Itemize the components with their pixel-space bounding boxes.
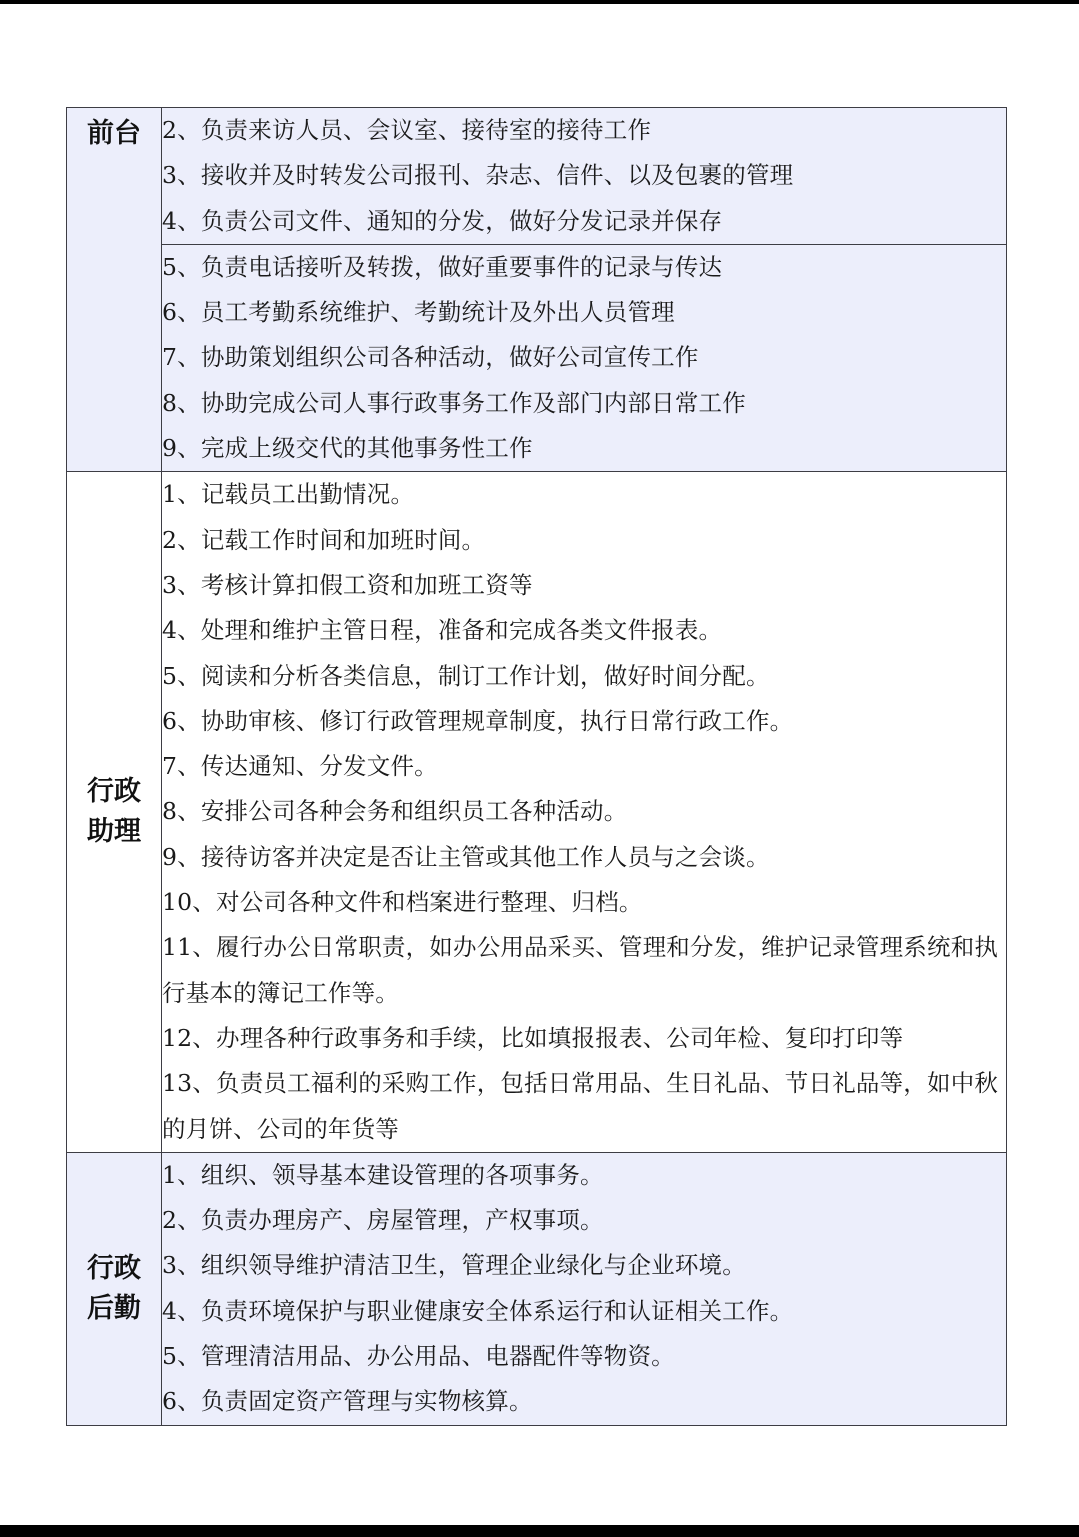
duties-cell	[162, 1152, 1007, 1425]
duties-cell	[162, 108, 1007, 245]
duty-item: 3、接收并及时转发公司报刊、杂志、信件、以及包裹的管理	[162, 161, 794, 190]
duty-item: 2、负责办理房产、房屋管理，产权事项。	[162, 1206, 604, 1235]
section-row-admin-logistics	[67, 1152, 1007, 1425]
duty-item: 2、记载工作时间和加班时间。	[162, 525, 486, 554]
role-label: 行政 后勤	[87, 1252, 141, 1324]
duty-item: 4、负责公司文件、通知的分发，做好分发记录并保存	[162, 206, 723, 235]
role-label: 前台	[87, 118, 141, 149]
duty-item: 13、负责员工福利的采购工作，包括日常用品、生日礼品、节日礼品等，如中秋的月饼、公司的年货等	[162, 1069, 999, 1143]
duty-item: 8、协助完成公司人事行政事务工作及部门内部日常工作	[162, 388, 746, 417]
duty-item: 12、办理各种行政事务和手续，比如填报报表、公司年检、复印打印等	[162, 1023, 904, 1052]
duty-item: 6、员工考勤系统维护、考勤统计及外出人员管理	[162, 298, 675, 327]
duty-item: 10、对公司各种文件和档案进行整理、归档。	[162, 888, 643, 917]
duty-item: 4、处理和维护主管日程，准备和完成各类文件报表。	[162, 616, 723, 645]
duties-cell	[162, 244, 1007, 471]
role-label: 行政 助理	[87, 776, 141, 848]
role-cell-reception	[67, 108, 162, 472]
duty-item: 7、传达通知、分发文件。	[162, 752, 438, 781]
duty-item: 3、考核计算扣假工资和加班工资等	[162, 570, 533, 599]
duty-item: 1、记载员工出勤情况。	[162, 480, 415, 509]
duty-item: 3、组织领导维护清洁卫生，管理企业绿化与企业环境。	[162, 1251, 746, 1280]
top-edge-bar	[0, 0, 1079, 4]
duty-item: 4、负责环境保护与职业健康安全体系运行和认证相关工作。	[162, 1296, 794, 1325]
duty-item: 5、阅读和分析各类信息，制订工作计划，做好时间分配。	[162, 661, 770, 690]
section-row-admin-assistant	[67, 472, 1007, 1152]
duty-item: 1、组织、领导基本建设管理的各项事务。	[162, 1160, 604, 1189]
duty-item: 9、接待访客并决定是否让主管或其他工作人员与之会谈。	[162, 842, 770, 871]
section-row-reception	[67, 108, 1007, 245]
duty-item: 7、协助策划组织公司各种活动，做好公司宣传工作	[162, 343, 699, 372]
duty-item: 2、负责来访人员、会议室、接待室的接待工作	[162, 116, 652, 144]
role-cell-admin-logistics	[67, 1152, 162, 1425]
duty-item: 8、安排公司各种会务和组织员工各种活动。	[162, 797, 628, 826]
duty-item: 9、完成上级交代的其他事务性工作	[162, 434, 533, 463]
duty-item: 6、负责固定资产管理与实物核算。	[162, 1387, 533, 1416]
job-duties-table	[66, 107, 1007, 1426]
duty-item: 6、协助审核、修订行政管理规章制度，执行日常行政工作。	[162, 706, 794, 735]
duty-item: 5、负责电话接听及转拨，做好重要事件的记录与传达	[162, 252, 723, 281]
role-cell-admin-assistant	[67, 472, 162, 1152]
duties-cell	[162, 472, 1007, 1152]
bottom-edge-bar	[0, 1525, 1079, 1537]
duty-item: 11、履行办公日常职责，如办公用品采买、管理和分发，维护记录管理系统和执行基本的簿记工作等。	[162, 933, 999, 1007]
section-row-reception-continued	[67, 244, 1007, 471]
duty-item: 5、管理清洁用品、办公用品、电器配件等物资。	[162, 1342, 675, 1371]
